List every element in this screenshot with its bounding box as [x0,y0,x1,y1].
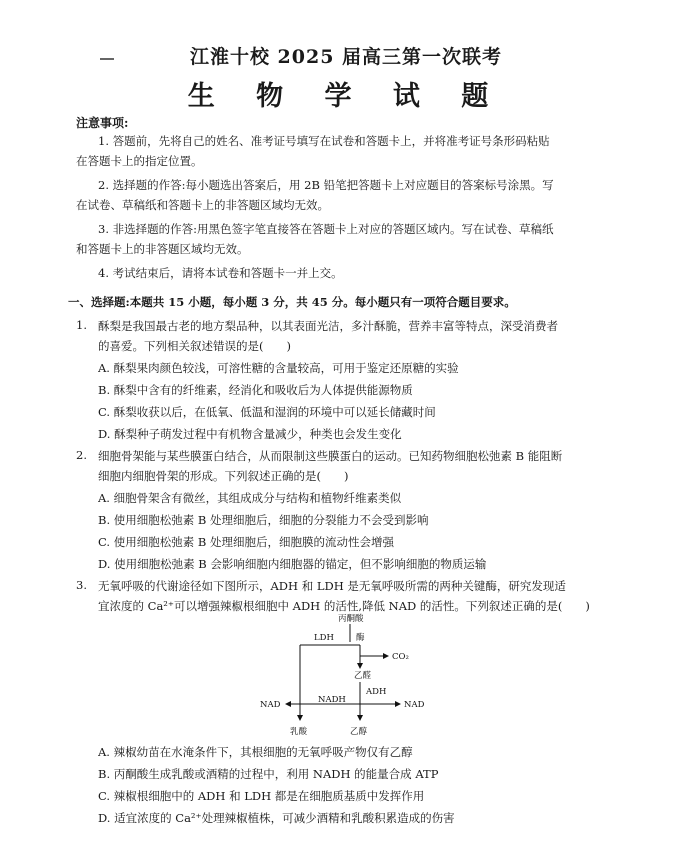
label-nadh: NADH [318,695,346,705]
notice-line: 在试卷、草稿纸和答题卡上的非答题区域均无效。 [76,198,329,212]
question-number: 2. [76,448,87,462]
question-stem: 细胞骨架能与某些膜蛋白结合，从而限制这些膜蛋白的运动。已知药物细胞松弛素 B 能阻断 [98,449,563,463]
option-a: A. 酥梨果肉颜色较浅，可溶性糖的含量较高，可用于鉴定还原糖的实验 [98,361,459,375]
label-pyruvate: 丙酮酸 [338,614,364,624]
label-lactic: 乳酸 [290,727,308,737]
question-number: 3. [76,578,87,592]
main-title: 生 物 学 试 题 [187,81,505,112]
option-c: C. 使用细胞松弛素 B 处理细胞后，细胞膜的流动性会增强 [98,535,394,549]
question-number: 1. [76,318,87,332]
question-stem: 无氧呼吸的代谢途径如下图所示，ADH 和 LDH 是无氧呼吸所需的两种关键酶，研究发现适 [98,579,566,593]
notice-line: 4. 考试结束后，请将本试卷和答题卡一并上交。 [98,266,343,280]
option-a: A. 辣椒幼苗在水淹条件下，其根细胞的无氧呼吸产物仅有乙醇 [98,745,413,759]
label-nad-left: NAD [260,700,281,710]
label-co2: CO₂ [392,652,409,662]
option-b: B. 酥梨中含有的纤维素，经消化和吸收后为人体提供能源物质 [98,383,413,397]
option-c: C. 酥梨收获以后，在低氧、低温和湿润的环境中可以延长储藏时间 [98,405,436,419]
school-title: 江淮十校 2025 届高三第一次联考 [189,46,503,68]
label-nad-right: NAD [404,700,425,710]
option-a: A. 细胞骨架含有微丝，其组成成分与结构和植物纤维素类似 [98,491,402,505]
option-b: B. 丙酮酸生成乳酸或酒精的过程中，利用 NADH 的能量合成 ATP [98,767,439,781]
respiration-pathway-diagram [250,612,450,740]
label-ldh: LDH [314,633,334,643]
section-heading: 一、选择题:本题共 15 小题，每小题 3 分，共 45 分。每小题只有一项符合题目要求。 [68,295,516,309]
notice-line: 和答题卡上的非答题区域均无效。 [76,242,249,256]
question-stem: 的喜爱。下列相关叙述错误的是( ) [98,339,291,353]
question-stem: 细胞内细胞骨架的形成。下列叙述正确的是( ) [98,469,349,483]
notice-line: 在答题卡上的指定位置。 [76,154,203,168]
option-b: B. 使用细胞松弛素 B 处理细胞后，细胞的分裂能力不会受到影响 [98,513,429,527]
option-d: D. 酥梨种子萌发过程中有机物含量减少，种类也会发生变化 [98,427,402,441]
option-c: C. 辣椒根细胞中的 ADH 和 LDH 都是在细胞质基质中发挥作用 [98,789,425,803]
option-d: D. 适宜浓度的 Ca²⁺处理辣椒植株，可减少酒精和乳酸积累造成的伤害 [98,811,455,825]
label-ethanol: 乙醇 [350,727,368,737]
label-adh: ADH [366,687,387,697]
label-acetaldehyde: 乙醛 [354,671,372,681]
label-enzyme: 酶 [356,633,365,643]
notice-line: 2. 选择题的作答:每小题选出答案后，用 2B 铅笔把答题卡上对应题目的答案标号涂黑。写 [98,178,554,192]
notice-line: 1. 答题前，先将自己的姓名、准考证号填写在试卷和答题卡上，并将准考证号条形码粘贴 [98,134,550,148]
question-stem: 宜浓度的 Ca²⁺可以增强辣椒根细胞中 ADH 的活性,降低 NAD 的活性。下列叙述正确的是( ) [98,599,590,613]
notice-heading: 注意事项: [76,116,129,130]
option-d: D. 使用细胞松弛素 B 会影响细胞内细胞器的锚定，但不影响细胞的物质运输 [98,557,487,571]
question-stem: 酥梨是我国最古老的地方梨品种，以其表面光洁，多汁酥脆，营养丰富等特点，深受消费者 [98,319,558,333]
notice-line: 3. 非选择题的作答:用黑色签字笔直接答在答题卡上对应的答题区域内。写在试卷、草稿纸 [98,222,554,236]
